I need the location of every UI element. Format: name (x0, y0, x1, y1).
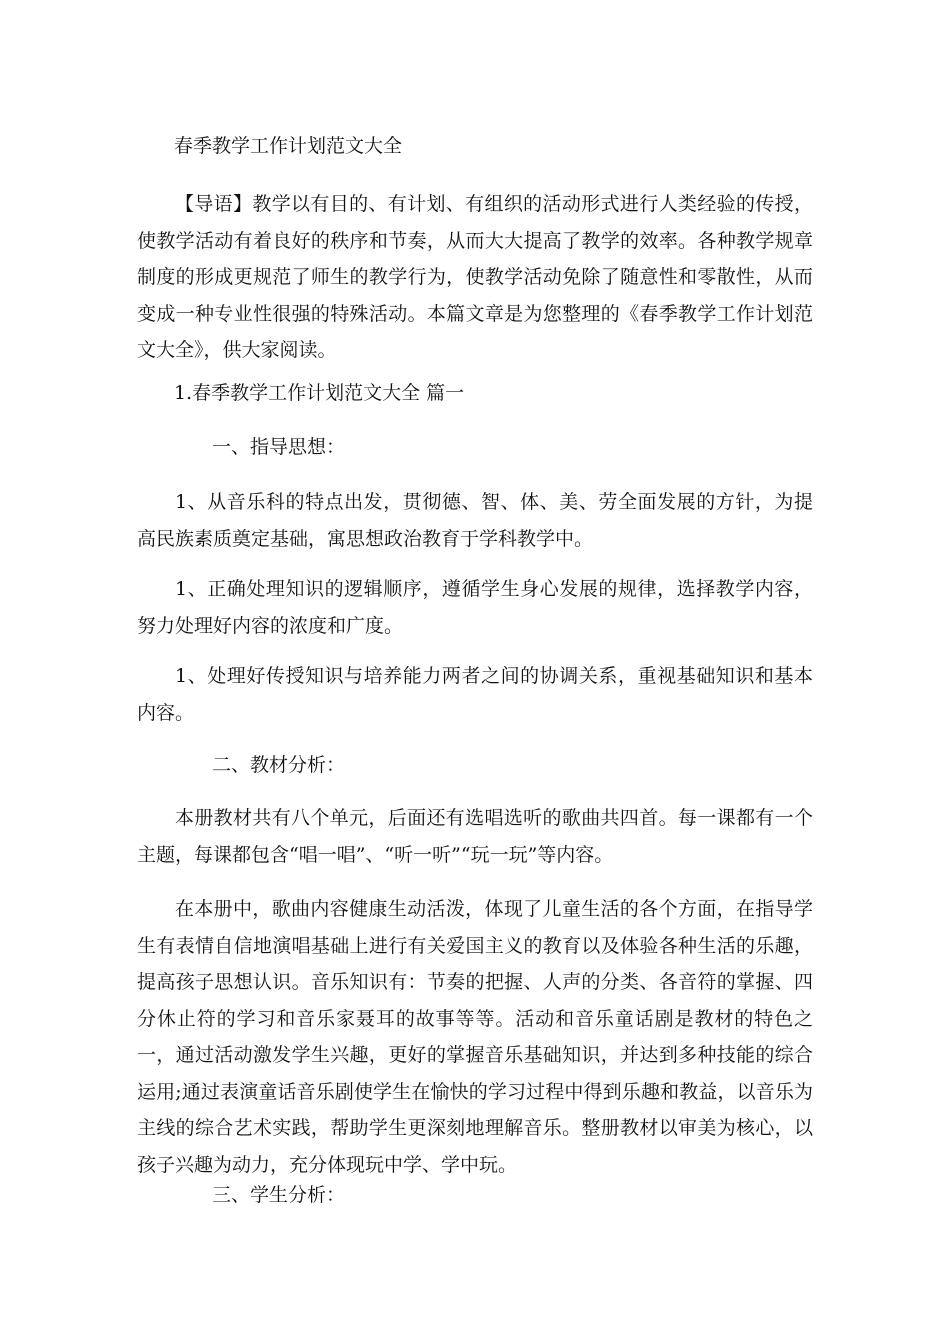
paragraph-textbook-2: 在本册中，歌曲内容健康生动活泼，体现了儿童生活的各个方面，在指导学生有表情自信地演唱基础上进行有关爱国主义的教育以及体验各种生活的乐趣，提高孩子思想认识。音乐知识有：节奏的把握、人声的分类、各音符的掌握、四分休止符的学习和音乐家聂耳的故事等等。活动和音乐童话剧是教材的特色之一，通过活动激发学生兴趣，更好的掌握音乐基础知识，并达到多种技能的综合运用;通过表演童话音乐剧使学生在愉快的学习过程中得到乐趣和教益，以音乐为主线的综合艺术实践，帮助学生更深刻地理解音乐。整册教材以审美为核心，以孩子兴趣为动力，充分体现玩中学、学中玩。 (137, 898, 813, 1176)
heading-student-analysis: 三、学生分析： (212, 1184, 346, 1206)
paragraph-textbook-1: 本册教材共有八个单元，后面还有选唱选听的歌曲共四首。每一课都有一个主题，每课都包含“唱一唱”、“听一听”“玩一玩”等内容。 (137, 807, 813, 866)
intro-paragraph: 【导语】教学以有目的、有计划、有组织的活动形式进行人类经验的传授，使教学活动有着良好的秩序和节奏，从而大大提高了教学的效率。各种教学规章制度的形成更规范了师生的教学行为，使教学活动免除了随意性和零散性，从而变成一种专业性很强的特殊活动。本篇文章是为您整理的《春季教学工作计划范文大全》，供大家阅读。 (137, 193, 813, 361)
section-title: 1.春季教学工作计划范文大全 篇一 (174, 382, 465, 404)
paragraph-guiding-3: 1、处理好传授知识与培养能力两者之间的协调关系，重视基础知识和基本内容。 (137, 665, 813, 724)
heading-textbook-analysis: 二、教材分析： (212, 754, 346, 776)
paragraph-guiding-2: 1、正确处理知识的逻辑顺序，遵循学生身心发展的规律，选择教学内容，努力处理好内容的浓度和广度。 (137, 578, 813, 637)
paragraph-guiding-1: 1、从音乐科的特点出发，贯彻德、智、体、美、劳全面发展的方针，为提高民族素质奠定基础，寓思想政治教育于学科教学中。 (137, 491, 813, 550)
document-title: 春季教学工作计划范文大全 (174, 135, 403, 157)
heading-guiding-ideology: 一、指导思想： (212, 436, 346, 458)
